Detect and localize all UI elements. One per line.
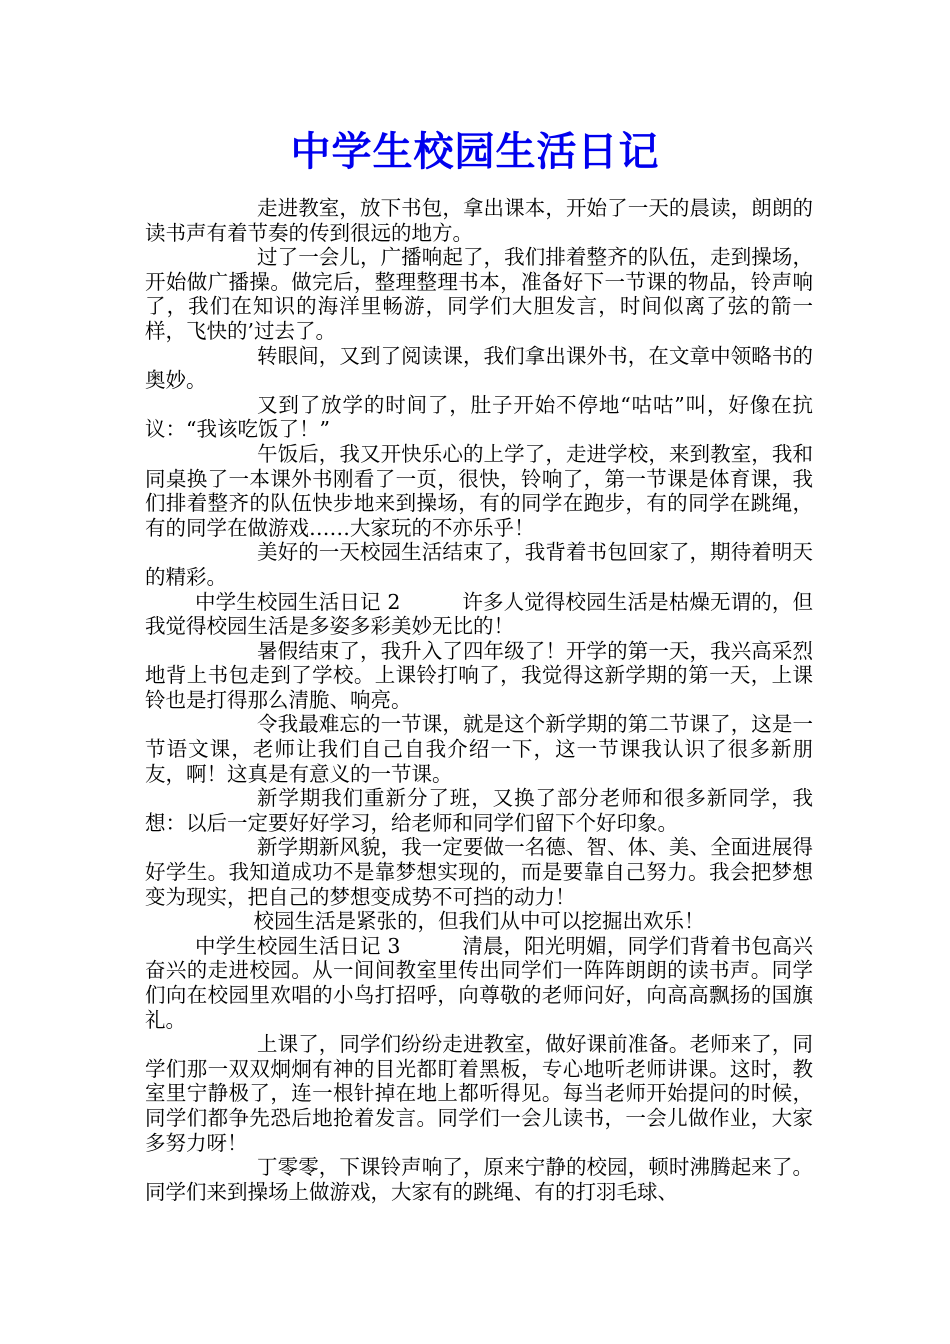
paragraph: 丁零零，下课铃声响了，原来宁静的校园，顿时沸腾起来了。同学们来到操场上做游戏，大家有的跳绳、有的打羽毛球、 [145, 1155, 813, 1204]
section-heading-paragraph: 中学生校园生活日记 3 清晨，阳光明媚，同学们背着书包高兴奋兴的走进校园。从一间间教室里传出同学们一阵阵朗朗的读书声。同学们向在校园里欢唱的小鸟打招呼，向尊敬的老师问好，向高高飘扬的国旗礼。 [145, 933, 813, 1032]
paragraph: 新学期我们重新分了班，又换了部分老师和很多新同学，我想：以后一定要好好学习，给老师和同学们留下个好印象。 [145, 786, 813, 835]
paragraph: 转眼间，又到了阅读课，我们拿出课外书，在文章中领略书的奥妙。 [145, 343, 813, 393]
paragraph: 上课了，同学们纷纷走进教室，做好课前准备。老师来了，同学们那一双双炯炯有神的目光都盯着黑板，专心地听老师讲课。这时，教室里宁静极了，连一根针掉在地上都听得见。每当老师开始提问的时候，同学们都争先恐后地抢着发言。同学们一会儿读书，一会儿做作业，大家多努力呀！ [145, 1032, 813, 1155]
paragraph: 暑假结束了，我升入了四年级了！开学的第一天，我兴高采烈地背上书包走到了学校。上课铃打响了，我觉得这新学期的第一天，上课铃也是打得那么清脆、响亮。 [145, 638, 813, 712]
paragraph: 走进教室，放下书包，拿出课本，开始了一天的晨读，朗朗的读书声有着节奏的传到很远的地方。 [145, 196, 813, 245]
paragraph: 又到了放学的时间了，肚子开始不停地“咕咕”叫，好像在抗议：“我该吃饭了！” [145, 392, 813, 442]
paragraph: 美好的一天校园生活结束了，我背着书包回家了，期待着明天的精彩。 [145, 540, 813, 589]
document-title: 中学生校园生活日记 [290, 128, 660, 175]
paragraph: 新学期新风貌，我一定要做一名德、智、体、美、全面进展得好学生。我知道成功不是靠梦想实现的，而是要靠自己努力。我会把梦想变为现实，把自己的梦想变成势不可挡的动力！ [145, 835, 813, 909]
paragraph: 令我最难忘的一节课，就是这个新学期的第二节课了，这是一节语文课，老师让我们自己自我介绍一下，这一节课我认识了很多新朋友，啊！这真是有意义的一节课。 [145, 712, 813, 786]
document-body [145, 196, 813, 1204]
paragraph: 过了一会儿，广播响起了，我们排着整齐的队伍，走到操场，开始做广播操。做完后，整理整理书本，准备好下一节课的物品，铃声响了，我们在知识的海洋里畅游，同学们大胆发言，时间似离了弦的箭一样，飞快的’过去了。 [145, 245, 813, 343]
centered-line: 校园生活是紧张的，但我们从中可以挖掘出欢乐！ [253, 909, 705, 934]
paragraph: 午饭后，我又开快乐心的上学了，走进学校，来到教室，我和同桌换了一本课外书刚看了一页，很快，铃响了，第一节课是体育课，我们排着整齐的队伍快步地来到操场，有的同学在跑步，有的同学在跳绳，有的同学在做游戏……大家玩的不亦乐乎！ [145, 441, 813, 540]
section-heading-paragraph: 中学生校园生活日记 2 许多人觉得校园生活是枯燥无谓的，但我觉得校园生活是多姿多彩美妙无比的！ [145, 589, 813, 639]
